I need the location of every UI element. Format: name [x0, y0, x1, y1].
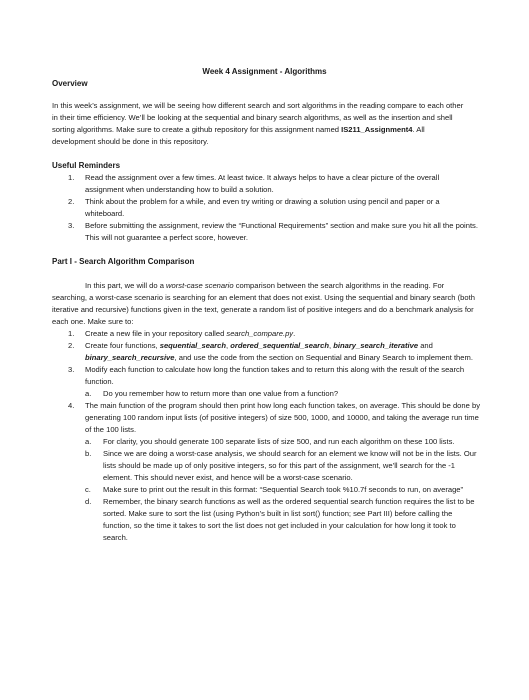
sub-text: Make sure to print out the result in this format: “Sequential Search took %10.7f seconds to run, on average”	[103, 485, 464, 494]
sub-item	[85, 496, 480, 544]
reminder-item	[52, 196, 480, 220]
filename: search_compare.py	[226, 329, 294, 338]
overview-paragraph	[52, 100, 468, 148]
part1-heading: Part I - Search Algorithm Comparison	[52, 257, 195, 266]
sub-item	[85, 448, 480, 484]
function-name: ordered_sequential_search	[230, 341, 329, 350]
step-item	[52, 364, 480, 400]
step-number: 3.	[68, 365, 75, 374]
reminder-number: 1.	[68, 173, 75, 182]
sub-letter: c.	[85, 485, 91, 494]
sub-item	[85, 388, 480, 400]
sub-letter: a.	[85, 437, 92, 446]
function-name: binary_search_recursive	[85, 353, 175, 362]
reminder-text: Before submitting the assignment, review the “Functional Requirements” section and make sure you hit all the points. This will not guarantee a perfect score, however.	[85, 221, 478, 242]
sub-text: Remember, the binary search functions as well as the ordered sequential search function requires the list to be sorted. Make sure to sort the list (using Python’s built in list sort() function; see Part III) before calling the function, so the time it takes to sort the list does not get included in your calculation for how long it took to search.	[103, 497, 475, 542]
sub-letter: a.	[85, 389, 92, 398]
overview-text-1: In this week’s assignment, we will be seeing how different search and sort algorithms in the reading compare to each other in their time efficiency. We’ll be looking at the sequential and binary search algorithms, as well as the insertion and shell sorting algorithms. Make sure to create a github repository for this assignment named	[52, 101, 464, 134]
step-number: 4.	[68, 401, 75, 410]
separator: ,	[329, 341, 334, 350]
document-title: Week 4 Assignment - Algorithms	[202, 67, 327, 76]
worst-case-term: worst-case scenario	[166, 281, 234, 290]
reminders-heading: Useful Reminders	[52, 161, 121, 170]
step-end: .	[293, 329, 296, 338]
part1-intro	[52, 280, 480, 328]
step-sublist	[85, 388, 480, 400]
step-text: Create a new file in your repository called	[85, 329, 227, 338]
sub-text: Do you remember how to return more than one value from a function?	[103, 389, 339, 398]
step-item	[52, 328, 480, 340]
sub-letter: d.	[85, 497, 92, 506]
reminder-item	[52, 220, 480, 244]
sub-item	[85, 484, 480, 496]
step-text: The main function of the program should then print how long each function takes, on average. This should be done by generating 100 random input lists (of positive integers) of size 500, 1000, and 10000, and taking the average run time of the 100 lists.	[85, 401, 480, 434]
sub-letter: b.	[85, 449, 92, 458]
sub-item	[85, 436, 480, 448]
repo-name: IS211_Assignment4	[341, 125, 413, 134]
part1-intro-1: In this part, we will do a	[85, 281, 167, 290]
step-number: 2.	[68, 341, 75, 350]
step-text: Create four functions,	[85, 341, 160, 350]
reminder-item	[52, 172, 480, 196]
sub-text: For clarity, you should generate 100 separate lists of size 500, and run each algorithm on these 100 lists.	[103, 437, 455, 446]
step-number: 1.	[68, 329, 75, 338]
function-name: binary_search_iterative	[333, 341, 419, 350]
separator: and	[418, 341, 433, 350]
step-item	[52, 400, 480, 544]
overview-text-2: . All development should be done in this repository.	[52, 125, 425, 146]
part1-steps	[52, 328, 480, 544]
reminder-text: Think about the problem for a while, and even try writing or drawing a solution using pencil and paper or a whiteboard.	[85, 197, 440, 218]
reminder-number: 3.	[68, 221, 75, 230]
function-name: sequential_search	[159, 341, 226, 350]
step-text: Modify each function to calculate how long the function takes and to return this along with the result of the search function.	[85, 365, 465, 386]
reminders-list	[52, 172, 480, 244]
sub-text: Since we are doing a worst-case analysis, we should search for an element we know will not be in the lists. Our lists should be made up of only positive integers, so for this part of the assignment, we’ll search for the -1 element. This should never exist, and hence will be a worst-case scenario.	[103, 449, 477, 482]
separator: ,	[226, 341, 231, 350]
reminder-number: 2.	[68, 197, 75, 206]
reminder-text: Read the assignment over a few times. At least twice. It always helps to have a clear picture of the overall assignment when understanding how to build a solution.	[85, 173, 440, 194]
step-sublist	[85, 436, 480, 544]
overview-heading: Overview	[52, 79, 88, 88]
step-item	[52, 340, 480, 364]
part1-intro-2: comparison between the search algorithms in the reading. For searching, a worst-case scenario is searching for an element that does not exist. Using the sequential and binary search (both iterative and recursive) functions given in the text, generate a random list of positive integers and do a benchmark analysis for each one. Make sure to:	[52, 281, 475, 326]
step-text: , and use the code from the section on Sequential and Binary Search to implement them.	[174, 353, 473, 362]
